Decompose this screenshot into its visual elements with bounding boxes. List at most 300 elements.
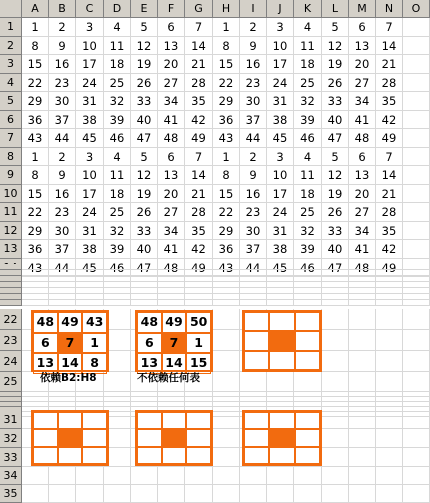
- cell[interactable]: [376, 372, 403, 392]
- cell[interactable]: [403, 111, 430, 130]
- cell[interactable]: 31: [76, 92, 104, 111]
- cell[interactable]: 44: [49, 129, 76, 148]
- cell[interactable]: [322, 410, 349, 429]
- cell[interactable]: [213, 330, 240, 351]
- cell[interactable]: 5: [131, 18, 158, 37]
- cell[interactable]: 34: [158, 222, 185, 241]
- cell[interactable]: [322, 429, 349, 448]
- puzzle-cell[interactable]: [82, 412, 107, 429]
- cell[interactable]: [349, 300, 376, 306]
- cell[interactable]: 3: [76, 148, 104, 167]
- cell[interactable]: [376, 467, 403, 485]
- puzzle-cell[interactable]: [244, 429, 269, 446]
- cell[interactable]: 8: [22, 166, 49, 185]
- cell[interactable]: [213, 351, 240, 372]
- cell[interactable]: [104, 372, 131, 392]
- cell[interactable]: 17: [267, 185, 294, 204]
- puzzle-cell[interactable]: 6: [137, 333, 162, 354]
- cell[interactable]: 28: [185, 74, 213, 93]
- cell[interactable]: 45: [76, 129, 104, 148]
- cell[interactable]: 32: [104, 92, 131, 111]
- column-header-k[interactable]: K: [294, 0, 322, 18]
- cell[interactable]: 49: [376, 129, 403, 148]
- cell[interactable]: 38: [76, 240, 104, 259]
- cell[interactable]: 27: [158, 74, 185, 93]
- cell[interactable]: 33: [131, 92, 158, 111]
- cell[interactable]: 6: [158, 148, 185, 167]
- cell[interactable]: [403, 92, 430, 111]
- cell[interactable]: 36: [22, 240, 49, 259]
- cell[interactable]: [104, 467, 131, 485]
- puzzle-center-cell[interactable]: [269, 429, 294, 446]
- cell[interactable]: 11: [294, 166, 322, 185]
- cell[interactable]: [349, 351, 376, 372]
- cell[interactable]: 13: [158, 37, 185, 56]
- cell[interactable]: [213, 467, 240, 485]
- cell[interactable]: [349, 467, 376, 485]
- row-header-hidden[interactable]: [0, 300, 22, 306]
- cell[interactable]: 37: [49, 240, 76, 259]
- cell[interactable]: 13: [349, 166, 376, 185]
- cell[interactable]: [76, 485, 104, 503]
- cell[interactable]: 44: [49, 259, 76, 278]
- column-header-d[interactable]: D: [104, 0, 131, 18]
- cell[interactable]: 15: [213, 185, 240, 204]
- cell[interactable]: 38: [267, 111, 294, 130]
- puzzle-cell[interactable]: [186, 447, 211, 464]
- cell[interactable]: [403, 485, 430, 503]
- cell[interactable]: 41: [158, 111, 185, 130]
- cell[interactable]: 11: [104, 166, 131, 185]
- cell[interactable]: 22: [213, 203, 240, 222]
- cell[interactable]: [213, 309, 240, 330]
- cell[interactable]: [403, 309, 430, 330]
- cell[interactable]: 13: [349, 37, 376, 56]
- row-header-2[interactable]: 2: [0, 37, 22, 56]
- cell[interactable]: 26: [131, 203, 158, 222]
- cell[interactable]: 7: [376, 148, 403, 167]
- row-header-11[interactable]: 11: [0, 203, 22, 222]
- cell[interactable]: [294, 485, 322, 503]
- cell[interactable]: [104, 300, 131, 306]
- cell[interactable]: 11: [104, 37, 131, 56]
- cell[interactable]: 24: [76, 74, 104, 93]
- cell[interactable]: [376, 410, 403, 429]
- cell[interactable]: 42: [185, 111, 213, 130]
- cell[interactable]: 2: [49, 148, 76, 167]
- puzzle-cell[interactable]: [137, 429, 162, 446]
- row-header-33[interactable]: 33: [0, 448, 22, 467]
- cell[interactable]: [403, 203, 430, 222]
- cell[interactable]: 43: [213, 259, 240, 278]
- cell[interactable]: 17: [76, 55, 104, 74]
- cell[interactable]: 48: [158, 259, 185, 278]
- cell[interactable]: 29: [22, 92, 49, 111]
- cell[interactable]: 5: [322, 148, 349, 167]
- cell[interactable]: 45: [76, 259, 104, 278]
- puzzle-cell[interactable]: 14: [162, 353, 187, 374]
- puzzle-cell[interactable]: 6: [33, 333, 58, 354]
- cell[interactable]: 4: [104, 148, 131, 167]
- cell[interactable]: [22, 467, 49, 485]
- column-header-e[interactable]: E: [131, 0, 158, 18]
- cell[interactable]: 15: [22, 55, 49, 74]
- cell[interactable]: 9: [240, 166, 267, 185]
- row-header-1[interactable]: 1: [0, 18, 22, 37]
- cell[interactable]: [185, 467, 213, 485]
- column-header-c[interactable]: C: [76, 0, 104, 18]
- cell[interactable]: [131, 300, 158, 306]
- cell[interactable]: 34: [349, 92, 376, 111]
- row-header-7[interactable]: 7: [0, 129, 22, 148]
- cell[interactable]: 36: [22, 111, 49, 130]
- cell[interactable]: 28: [376, 203, 403, 222]
- cell[interactable]: 40: [131, 111, 158, 130]
- cell[interactable]: 41: [349, 240, 376, 259]
- column-header-b[interactable]: B: [49, 0, 76, 18]
- cell[interactable]: 44: [240, 129, 267, 148]
- cell[interactable]: 22: [213, 74, 240, 93]
- cell[interactable]: 43: [213, 129, 240, 148]
- cell[interactable]: 33: [322, 222, 349, 241]
- cell[interactable]: 20: [349, 55, 376, 74]
- cell[interactable]: [322, 485, 349, 503]
- cell[interactable]: 20: [158, 185, 185, 204]
- cell[interactable]: [240, 372, 267, 392]
- puzzle-cell[interactable]: [137, 447, 162, 464]
- cell[interactable]: [376, 485, 403, 503]
- cell[interactable]: 37: [240, 240, 267, 259]
- cell[interactable]: [349, 372, 376, 392]
- cell[interactable]: 18: [294, 55, 322, 74]
- row-header-9[interactable]: 9: [0, 166, 22, 185]
- column-header-a[interactable]: A: [22, 0, 49, 18]
- cell[interactable]: 25: [104, 203, 131, 222]
- cell[interactable]: [322, 372, 349, 392]
- cell[interactable]: 14: [376, 37, 403, 56]
- cell[interactable]: 4: [294, 18, 322, 37]
- cell[interactable]: 10: [76, 37, 104, 56]
- cell[interactable]: 40: [322, 111, 349, 130]
- cell[interactable]: 31: [267, 92, 294, 111]
- cell[interactable]: 16: [240, 55, 267, 74]
- cell[interactable]: [104, 485, 131, 503]
- cell[interactable]: 16: [240, 185, 267, 204]
- cell[interactable]: [403, 18, 430, 37]
- cell[interactable]: 48: [158, 129, 185, 148]
- cell[interactable]: 1: [213, 18, 240, 37]
- puzzle-cell[interactable]: 1: [82, 333, 107, 354]
- cell[interactable]: 47: [131, 129, 158, 148]
- cell[interactable]: [403, 222, 430, 241]
- cell[interactable]: 22: [22, 203, 49, 222]
- puzzle-cell[interactable]: [295, 412, 320, 429]
- puzzle-cell[interactable]: [186, 412, 211, 429]
- cell[interactable]: [349, 485, 376, 503]
- cell[interactable]: 2: [49, 18, 76, 37]
- cell[interactable]: 1: [22, 148, 49, 167]
- cell[interactable]: 41: [349, 111, 376, 130]
- cell[interactable]: 38: [76, 111, 104, 130]
- puzzle-cell[interactable]: [269, 351, 294, 370]
- cell[interactable]: 39: [104, 240, 131, 259]
- cell[interactable]: 7: [185, 148, 213, 167]
- cell[interactable]: 11: [294, 37, 322, 56]
- cell[interactable]: [322, 300, 349, 306]
- column-header-j[interactable]: J: [267, 0, 294, 18]
- puzzle-cell[interactable]: [33, 447, 58, 464]
- cell[interactable]: 40: [131, 240, 158, 259]
- cell[interactable]: 34: [349, 222, 376, 241]
- cell[interactable]: 9: [240, 37, 267, 56]
- cell[interactable]: 7: [376, 18, 403, 37]
- cell[interactable]: 5: [322, 18, 349, 37]
- cell[interactable]: 18: [104, 185, 131, 204]
- cell[interactable]: 39: [294, 240, 322, 259]
- puzzle-center-cell[interactable]: 7: [162, 333, 187, 354]
- cell[interactable]: 40: [322, 240, 349, 259]
- column-header-i[interactable]: I: [240, 0, 267, 18]
- cell[interactable]: 27: [349, 74, 376, 93]
- cell[interactable]: 29: [22, 222, 49, 241]
- cell[interactable]: [376, 429, 403, 448]
- cell[interactable]: [294, 300, 322, 306]
- cell[interactable]: 21: [185, 185, 213, 204]
- cell[interactable]: 28: [185, 203, 213, 222]
- cell[interactable]: 19: [131, 55, 158, 74]
- cell[interactable]: [213, 300, 240, 306]
- cell[interactable]: [240, 300, 267, 306]
- cell[interactable]: 32: [104, 222, 131, 241]
- row-header-8[interactable]: 8: [0, 148, 22, 167]
- cell[interactable]: [376, 300, 403, 306]
- cell[interactable]: 47: [322, 259, 349, 278]
- cell[interactable]: 8: [22, 37, 49, 56]
- cell[interactable]: 22: [22, 74, 49, 93]
- cell[interactable]: 21: [376, 55, 403, 74]
- cell[interactable]: [22, 485, 49, 503]
- puzzle-cell[interactable]: [162, 447, 187, 464]
- row-header-13[interactable]: 13: [0, 240, 22, 259]
- row-header-12[interactable]: 12: [0, 222, 22, 241]
- row-header-24[interactable]: 24: [0, 351, 22, 372]
- cell[interactable]: 47: [322, 129, 349, 148]
- cell[interactable]: [76, 467, 104, 485]
- cell[interactable]: 23: [240, 74, 267, 93]
- cell[interactable]: 10: [267, 37, 294, 56]
- puzzle-cell[interactable]: [58, 412, 83, 429]
- cell[interactable]: 46: [294, 259, 322, 278]
- puzzle-cell[interactable]: 13: [137, 353, 162, 374]
- cell[interactable]: 12: [131, 37, 158, 56]
- row-header-32[interactable]: 32: [0, 429, 22, 448]
- cell[interactable]: [213, 429, 240, 448]
- cell[interactable]: [349, 309, 376, 330]
- cell[interactable]: [22, 300, 49, 306]
- puzzle-cell[interactable]: [244, 331, 269, 350]
- cell[interactable]: [376, 351, 403, 372]
- cell[interactable]: 26: [322, 74, 349, 93]
- cell[interactable]: 6: [349, 18, 376, 37]
- puzzle-cell[interactable]: [269, 312, 294, 331]
- cell[interactable]: 17: [267, 55, 294, 74]
- cell[interactable]: [403, 240, 430, 259]
- cell[interactable]: 33: [131, 222, 158, 241]
- cell[interactable]: 39: [294, 111, 322, 130]
- cell[interactable]: [322, 309, 349, 330]
- cell[interactable]: [158, 300, 185, 306]
- cell[interactable]: 18: [294, 185, 322, 204]
- cell[interactable]: 43: [22, 129, 49, 148]
- cell[interactable]: 45: [267, 259, 294, 278]
- puzzle-cell[interactable]: [82, 447, 107, 464]
- cell[interactable]: 24: [267, 74, 294, 93]
- cell[interactable]: 4: [294, 148, 322, 167]
- cell[interactable]: [403, 166, 430, 185]
- puzzle-cell[interactable]: 13: [33, 353, 58, 374]
- row-header-10[interactable]: 10: [0, 185, 22, 204]
- cell[interactable]: 42: [376, 111, 403, 130]
- cell[interactable]: 39: [104, 111, 131, 130]
- cell[interactable]: 12: [322, 166, 349, 185]
- row-header-31[interactable]: 31: [0, 410, 22, 429]
- cell[interactable]: 19: [131, 185, 158, 204]
- cell[interactable]: [403, 37, 430, 56]
- cell[interactable]: 46: [104, 129, 131, 148]
- puzzle-cell[interactable]: 50: [186, 312, 211, 333]
- cell[interactable]: 24: [267, 203, 294, 222]
- cell[interactable]: [158, 467, 185, 485]
- cell[interactable]: 36: [213, 240, 240, 259]
- cell[interactable]: [403, 55, 430, 74]
- cell[interactable]: 38: [267, 240, 294, 259]
- column-header-o[interactable]: O: [403, 0, 430, 18]
- cell[interactable]: [403, 448, 430, 467]
- cell[interactable]: 35: [376, 92, 403, 111]
- puzzle-cell[interactable]: [295, 429, 320, 446]
- cell[interactable]: 8: [213, 37, 240, 56]
- puzzle-cell[interactable]: 14: [58, 353, 83, 374]
- cell[interactable]: [349, 429, 376, 448]
- puzzle-cell[interactable]: 49: [58, 312, 83, 333]
- puzzle-cell[interactable]: [186, 429, 211, 446]
- cell[interactable]: 30: [49, 92, 76, 111]
- cell[interactable]: 6: [158, 18, 185, 37]
- cell[interactable]: 43: [22, 259, 49, 278]
- puzzle-cell[interactable]: [244, 412, 269, 429]
- cell[interactable]: [322, 330, 349, 351]
- column-header-h[interactable]: H: [213, 0, 240, 18]
- cell[interactable]: 37: [49, 111, 76, 130]
- cell[interactable]: 20: [158, 55, 185, 74]
- puzzle-cell[interactable]: [162, 412, 187, 429]
- cell[interactable]: 5: [131, 148, 158, 167]
- cell[interactable]: 42: [185, 240, 213, 259]
- cell[interactable]: 49: [376, 259, 403, 278]
- cell[interactable]: 45: [267, 129, 294, 148]
- row-header-22[interactable]: 22: [0, 309, 22, 330]
- puzzle-cell[interactable]: [295, 312, 320, 331]
- cell[interactable]: [403, 467, 430, 485]
- cell[interactable]: 19: [322, 185, 349, 204]
- row-header-35[interactable]: 35: [0, 485, 22, 503]
- cell[interactable]: 32: [294, 222, 322, 241]
- row-header-4[interactable]: 4: [0, 74, 22, 93]
- cell[interactable]: 14: [185, 166, 213, 185]
- cell[interactable]: 1: [22, 18, 49, 37]
- cell[interactable]: [403, 129, 430, 148]
- cell[interactable]: 27: [349, 203, 376, 222]
- puzzle-center-cell[interactable]: [58, 429, 83, 446]
- cell[interactable]: [158, 485, 185, 503]
- cell[interactable]: [213, 372, 240, 392]
- cell[interactable]: 26: [322, 203, 349, 222]
- cell[interactable]: 32: [294, 92, 322, 111]
- puzzle-cell[interactable]: [33, 429, 58, 446]
- cell[interactable]: 28: [376, 74, 403, 93]
- cell[interactable]: 9: [49, 37, 76, 56]
- puzzle-cell[interactable]: 8: [82, 353, 107, 374]
- cell[interactable]: [131, 485, 158, 503]
- cell[interactable]: [403, 372, 430, 392]
- cell[interactable]: 3: [76, 18, 104, 37]
- cell[interactable]: 15: [213, 55, 240, 74]
- cell[interactable]: [403, 410, 430, 429]
- cell[interactable]: [294, 467, 322, 485]
- cell[interactable]: [294, 372, 322, 392]
- cell[interactable]: 25: [104, 74, 131, 93]
- puzzle-cell[interactable]: [295, 447, 320, 464]
- cell[interactable]: 26: [131, 74, 158, 93]
- cell[interactable]: 2: [240, 18, 267, 37]
- puzzle-cell[interactable]: 15: [186, 353, 211, 374]
- cell[interactable]: 46: [294, 129, 322, 148]
- puzzle-cell[interactable]: 49: [162, 312, 187, 333]
- cell[interactable]: [403, 330, 430, 351]
- cell[interactable]: 18: [104, 55, 131, 74]
- cell[interactable]: [213, 448, 240, 467]
- cell[interactable]: [267, 467, 294, 485]
- puzzle-cell[interactable]: 48: [137, 312, 162, 333]
- cell[interactable]: 25: [294, 203, 322, 222]
- cell[interactable]: [267, 485, 294, 503]
- cell[interactable]: 4: [104, 18, 131, 37]
- cell[interactable]: 8: [213, 166, 240, 185]
- cell[interactable]: 21: [185, 55, 213, 74]
- cell[interactable]: 12: [322, 37, 349, 56]
- puzzle-center-cell[interactable]: 7: [58, 333, 83, 354]
- puzzle-cell[interactable]: [269, 412, 294, 429]
- cell[interactable]: 10: [76, 166, 104, 185]
- cell[interactable]: 37: [240, 111, 267, 130]
- cell[interactable]: 44: [240, 259, 267, 278]
- cell[interactable]: 36: [213, 111, 240, 130]
- cell[interactable]: 15: [22, 185, 49, 204]
- column-header-m[interactable]: M: [349, 0, 376, 18]
- cell[interactable]: 16: [49, 55, 76, 74]
- cell[interactable]: 6: [349, 148, 376, 167]
- cell[interactable]: 35: [376, 222, 403, 241]
- cell[interactable]: 30: [240, 222, 267, 241]
- cell[interactable]: [267, 372, 294, 392]
- cell[interactable]: [376, 448, 403, 467]
- cell[interactable]: [376, 309, 403, 330]
- cell[interactable]: [185, 300, 213, 306]
- column-header-f[interactable]: F: [158, 0, 185, 18]
- cell[interactable]: 9: [49, 166, 76, 185]
- puzzle-cell[interactable]: [244, 351, 269, 370]
- puzzle-cell[interactable]: 1: [186, 333, 211, 354]
